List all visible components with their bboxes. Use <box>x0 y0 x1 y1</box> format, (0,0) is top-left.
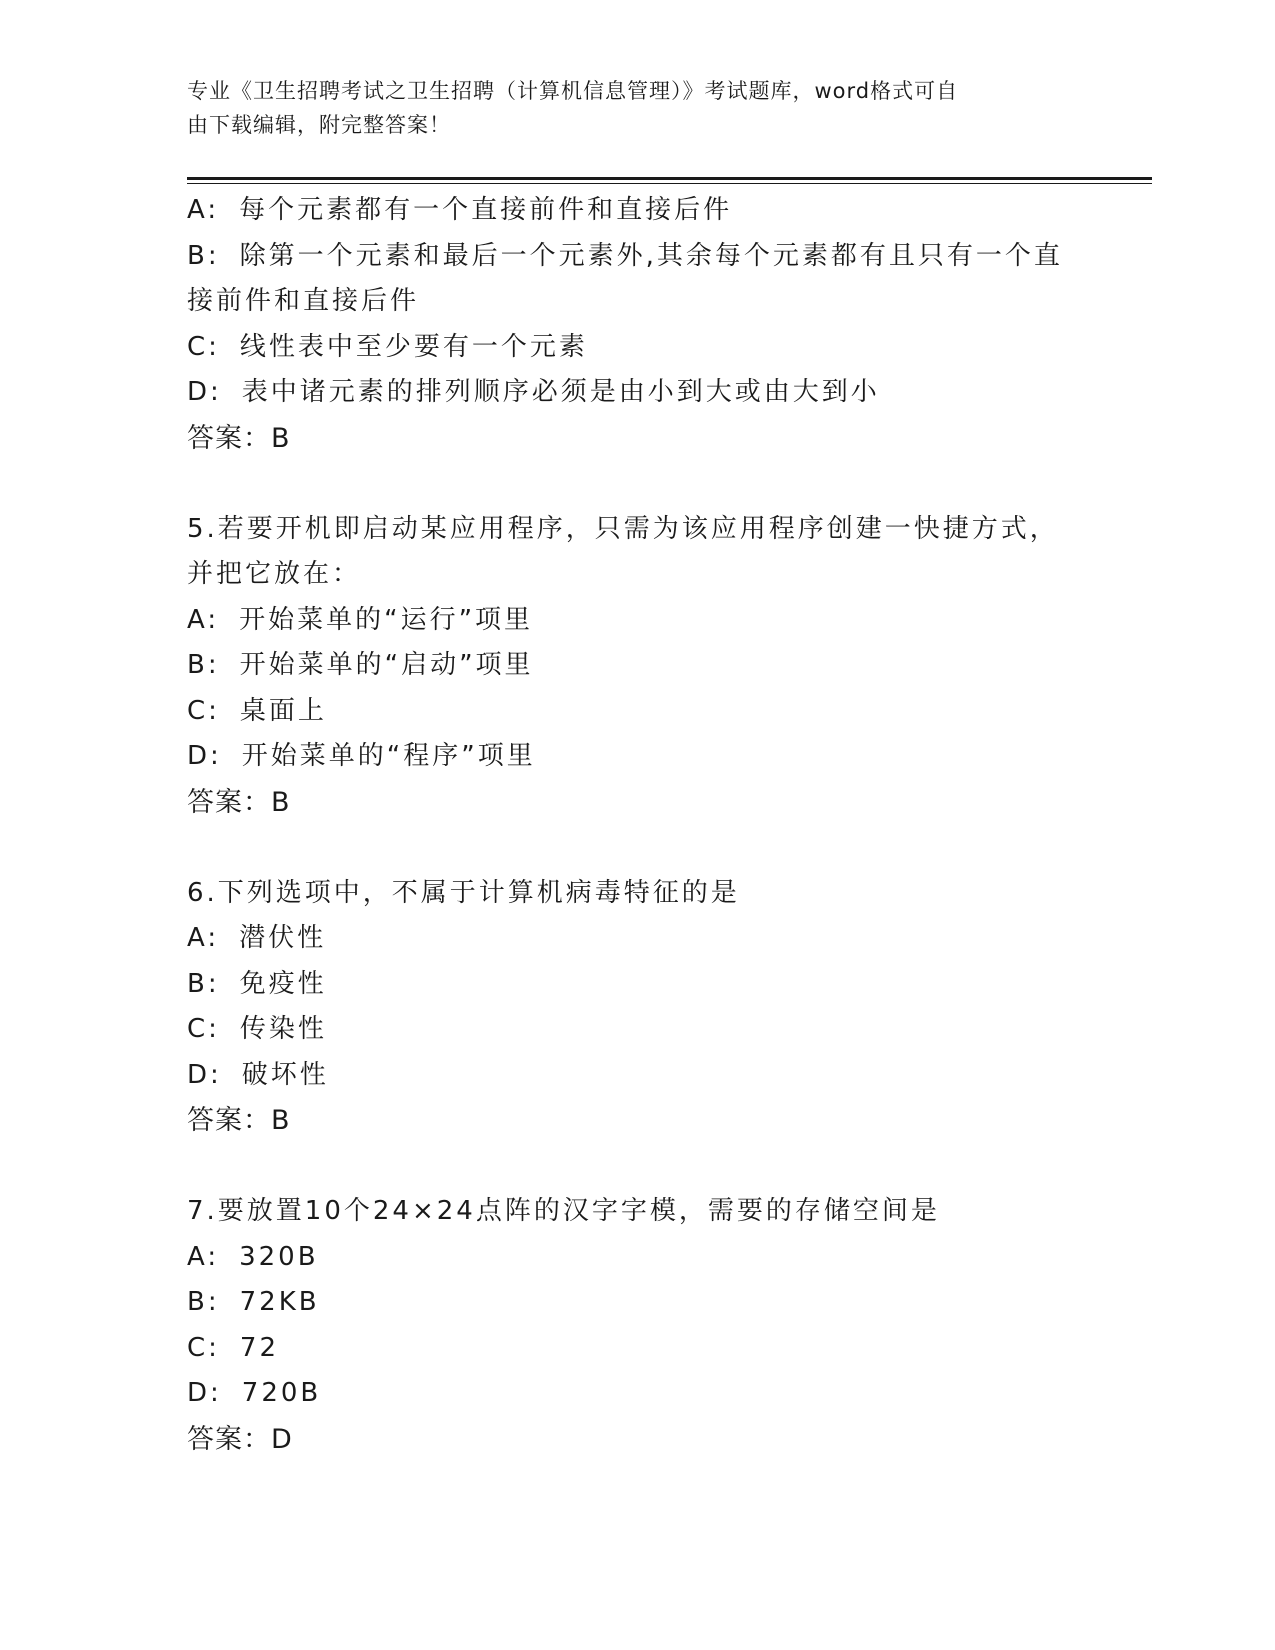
option-line <box>187 598 1087 644</box>
option-label: B: <box>187 1287 220 1317</box>
option-label: D: <box>187 1378 222 1408</box>
option-label: C: <box>187 695 220 726</box>
option-label: D: <box>187 1059 222 1090</box>
option-text: 72 <box>239 1332 280 1363</box>
option-text: 每个元素都有一个直接前件和直接后件 <box>239 195 733 225</box>
option-text: 传染性 <box>239 1014 327 1044</box>
question-stem: 6.下列选项中，不属于计算机病毒特征的是 <box>187 877 740 908</box>
option-text: 破坏性 <box>241 1059 329 1090</box>
option-label: A: <box>187 923 220 953</box>
option-line <box>187 1280 1087 1326</box>
option-line <box>187 1053 1087 1099</box>
option-label: C: <box>187 1332 220 1363</box>
header-divider-thick <box>187 177 1152 180</box>
answer-line: 答案：B <box>187 422 291 454</box>
option-text: 线性表中至少要有一个元素 <box>239 331 588 362</box>
option-line <box>187 188 1087 234</box>
answer-line: 答案：B <box>187 786 291 818</box>
option-text: 除第一个元素和最后一个元素外,其余每个元素都有且只有一个直 <box>239 240 1063 271</box>
option-line <box>187 734 1087 780</box>
answer-line: 答案：D <box>187 1423 293 1455</box>
option-line <box>187 916 1087 962</box>
option-line <box>187 962 1087 1008</box>
option-text: 接前件和直接后件 <box>187 286 420 316</box>
option-text: 72KB <box>239 1287 320 1317</box>
option-line <box>187 689 1087 735</box>
option-text: 开始菜单的“运行”项里 <box>239 604 534 635</box>
question-6-block <box>187 871 1087 1144</box>
option-line <box>187 1007 1087 1053</box>
option-line <box>187 1235 1087 1281</box>
option-label: D: <box>187 741 222 771</box>
option-label: B: <box>187 240 220 271</box>
option-text: 表中诸元素的排列顺序必须是由小到大或由大到小 <box>241 377 880 407</box>
question-stem: 5.若要开机即启动某应用程序，只需为该应用程序创建一快捷方式， <box>187 513 1059 544</box>
question-stem: 7.要放置10个24×24点阵的汉字字模，需要的存储空间是 <box>187 1196 940 1226</box>
option-line-wrap <box>187 279 1087 325</box>
question-stem-wrap: 并把它放在： <box>187 559 362 589</box>
option-label: D: <box>187 377 222 407</box>
option-line <box>187 234 1087 280</box>
document-header <box>187 74 1067 142</box>
question-7-block <box>187 1189 1087 1462</box>
option-label: A: <box>187 1241 220 1272</box>
option-text: 720B <box>241 1378 322 1408</box>
option-text: 潜伏性 <box>239 923 327 953</box>
option-label: B: <box>187 650 220 680</box>
question-list <box>187 188 1087 1508</box>
option-label: A: <box>187 195 220 225</box>
header-line-1: 专业《卫生招聘考试之卫生招聘（计算机信息管理）》考试题库，word格式可自 <box>187 79 959 103</box>
option-line <box>187 643 1087 689</box>
option-text: 320B <box>239 1241 319 1272</box>
option-text: 开始菜单的“程序”项里 <box>241 741 536 771</box>
question-5-block <box>187 507 1087 826</box>
option-line <box>187 370 1087 416</box>
option-text: 桌面上 <box>239 695 327 726</box>
option-label: A: <box>187 604 220 635</box>
option-line <box>187 325 1087 371</box>
option-line <box>187 1371 1087 1417</box>
option-label: C: <box>187 1014 220 1044</box>
option-label: C: <box>187 331 220 362</box>
header-divider-thin <box>187 183 1152 184</box>
option-text: 开始菜单的“启动”项里 <box>239 650 534 680</box>
question-4-block <box>187 188 1087 461</box>
answer-line: 答案：B <box>187 1105 291 1136</box>
option-text: 免疫性 <box>239 968 327 999</box>
option-line <box>187 1326 1087 1372</box>
option-label: B: <box>187 968 220 999</box>
header-line-2: 由下载编辑，附完整答案！ <box>187 113 451 137</box>
